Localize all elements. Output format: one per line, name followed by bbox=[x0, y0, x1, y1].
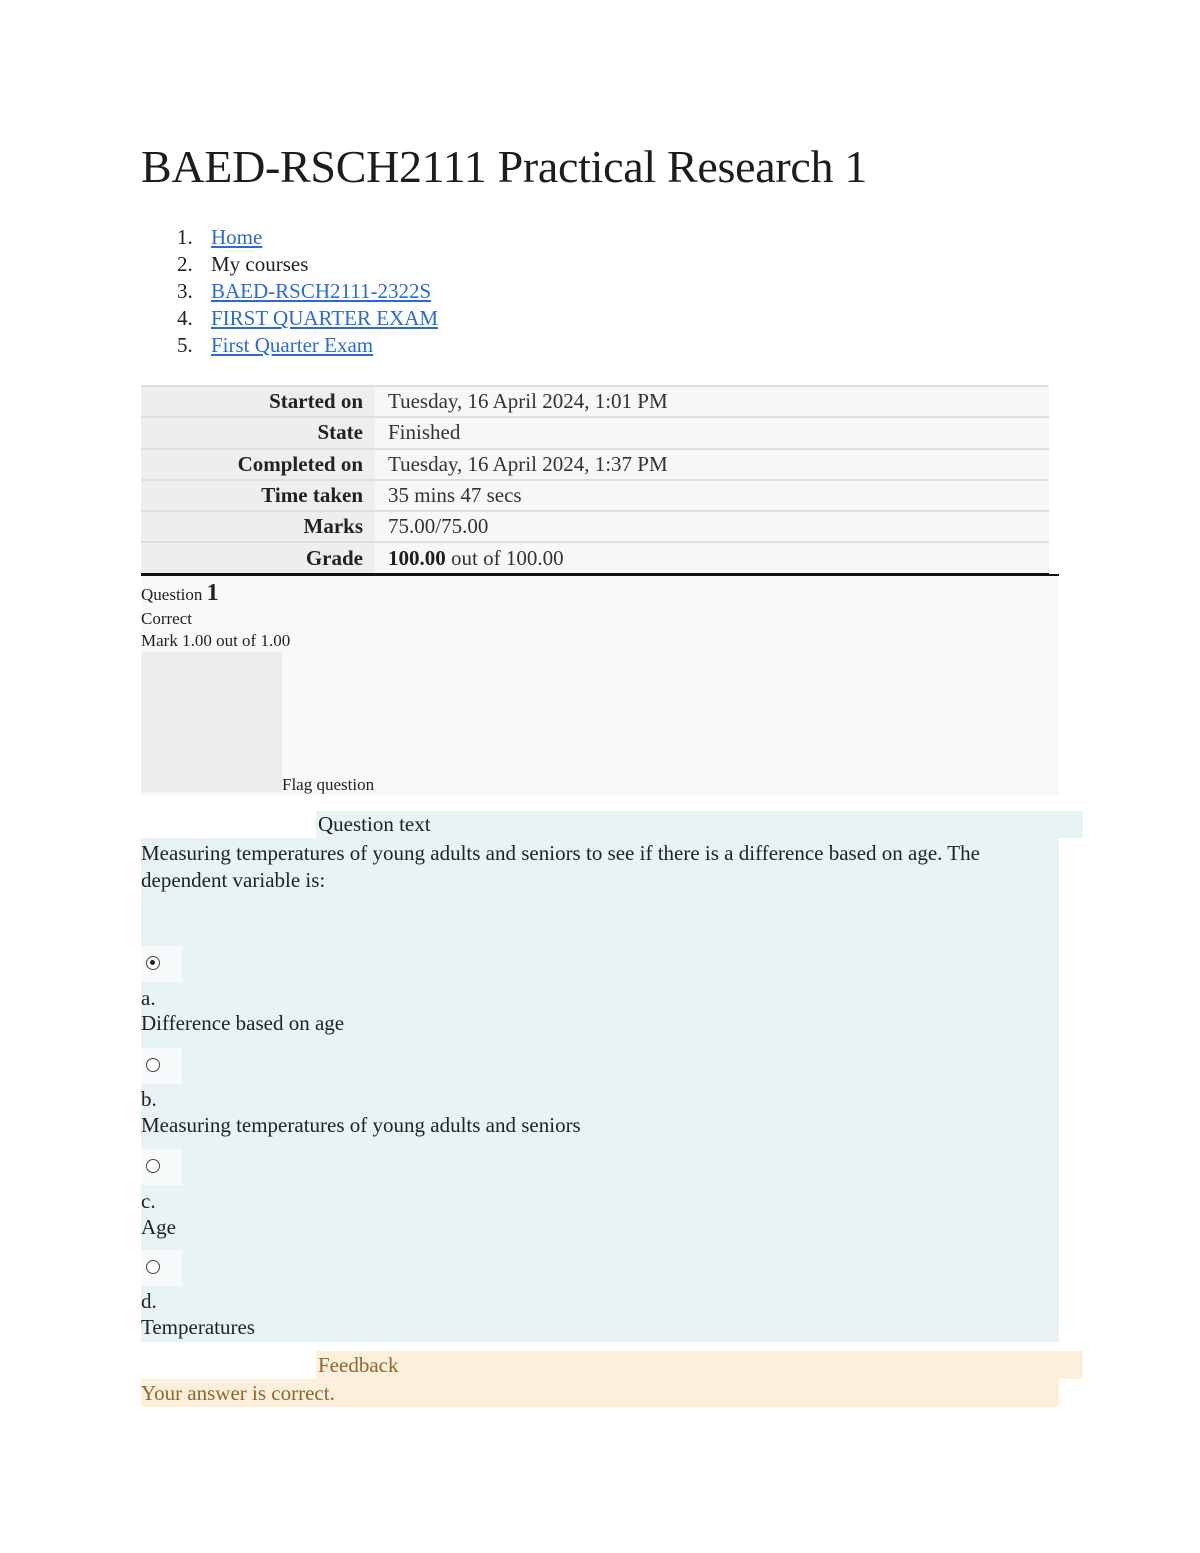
summary-row-marks bbox=[141, 511, 1049, 542]
summary-row-state bbox=[141, 417, 1049, 448]
summary-row-started bbox=[141, 386, 1049, 417]
answer-letter: c. bbox=[141, 1189, 156, 1213]
breadcrumb-item-course bbox=[141, 278, 438, 305]
summary-value bbox=[375, 542, 1049, 573]
question-number bbox=[141, 580, 219, 607]
summary-row-time bbox=[141, 480, 1049, 511]
summary-value: 75.00/75.00 bbox=[375, 511, 1049, 542]
breadcrumb-link-section[interactable]: FIRST QUARTER EXAM bbox=[211, 306, 439, 330]
grade-score: 100.00 bbox=[388, 545, 446, 570]
summary-value: Finished bbox=[375, 417, 1049, 448]
breadcrumb bbox=[141, 224, 438, 359]
breadcrumb-number: 2. bbox=[177, 252, 193, 276]
radio-checked-icon bbox=[146, 956, 160, 970]
answer-letter: d. bbox=[141, 1289, 157, 1313]
summary-label: Started on bbox=[141, 386, 375, 417]
breadcrumb-label-my-courses: My courses bbox=[211, 252, 309, 276]
feedback-header: Feedback bbox=[316, 1351, 1083, 1379]
summary-value: Tuesday, 16 April 2024, 1:01 PM bbox=[375, 386, 1049, 417]
summary-label: State bbox=[141, 417, 375, 448]
breadcrumb-item-section bbox=[141, 305, 438, 332]
answer-radio-a[interactable] bbox=[141, 946, 182, 982]
radio-unchecked-icon bbox=[146, 1058, 160, 1072]
question-info-panel bbox=[141, 576, 1059, 796]
summary-row-completed bbox=[141, 449, 1049, 480]
attempt-summary-table bbox=[141, 385, 1049, 575]
answer-radio-c[interactable] bbox=[141, 1149, 182, 1185]
breadcrumb-link-quiz[interactable]: First Quarter Exam bbox=[211, 333, 374, 357]
summary-label: Grade bbox=[141, 542, 375, 573]
answer-radio-d[interactable] bbox=[141, 1250, 182, 1286]
radio-unchecked-icon bbox=[146, 1260, 160, 1274]
answer-label-c[interactable]: Age bbox=[141, 1215, 176, 1239]
summary-row-grade bbox=[141, 542, 1049, 573]
summary-label: Marks bbox=[141, 511, 375, 542]
grade-out-of: out of 100.00 bbox=[445, 545, 564, 570]
breadcrumb-link-home[interactable]: Home bbox=[211, 225, 263, 249]
breadcrumb-item-home bbox=[141, 224, 438, 251]
answer-letter: b. bbox=[141, 1087, 157, 1111]
feedback-text: Your answer is correct. bbox=[141, 1379, 1059, 1407]
breadcrumb-number: 4. bbox=[177, 306, 193, 330]
breadcrumb-number: 1. bbox=[177, 225, 193, 249]
breadcrumb-link-course[interactable]: BAED-RSCH2111-2322S bbox=[211, 279, 432, 303]
answer-letter: a. bbox=[141, 986, 156, 1010]
answer-radio-b[interactable] bbox=[141, 1048, 182, 1084]
question-text-header: Question text bbox=[316, 811, 1083, 838]
question-prompt: Measuring temperatures of young adults and seniors to see if there is a difference based on age. The dependent variable is: bbox=[141, 841, 980, 892]
flag-icon[interactable] bbox=[141, 652, 282, 792]
answer-label-d[interactable]: Temperatures bbox=[141, 1315, 255, 1339]
question-grade: Mark 1.00 out of 1.00 bbox=[141, 631, 291, 650]
breadcrumb-item-my-courses bbox=[141, 251, 438, 278]
breadcrumb-item-quiz bbox=[141, 332, 438, 359]
answer-label-b[interactable]: Measuring temperatures of young adults and seniors bbox=[141, 1113, 581, 1137]
question-state: Correct bbox=[141, 609, 192, 628]
summary-label: Completed on bbox=[141, 449, 375, 480]
question-number-value: 1 bbox=[206, 580, 219, 606]
summary-label: Time taken bbox=[141, 480, 375, 511]
breadcrumb-number: 5. bbox=[177, 333, 193, 357]
radio-unchecked-icon bbox=[146, 1159, 160, 1173]
breadcrumb-number: 3. bbox=[177, 279, 193, 303]
question-content bbox=[141, 838, 1059, 1342]
answer-label-a[interactable]: Difference based on age bbox=[141, 1011, 345, 1035]
summary-value: Tuesday, 16 April 2024, 1:37 PM bbox=[375, 449, 1049, 480]
page-title: BAED-RSCH2111 Practical Research 1 bbox=[141, 141, 868, 192]
flag-question-link[interactable]: Flag question bbox=[282, 775, 375, 794]
question-label: Question bbox=[141, 585, 207, 604]
summary-value: 35 mins 47 secs bbox=[375, 480, 1049, 511]
